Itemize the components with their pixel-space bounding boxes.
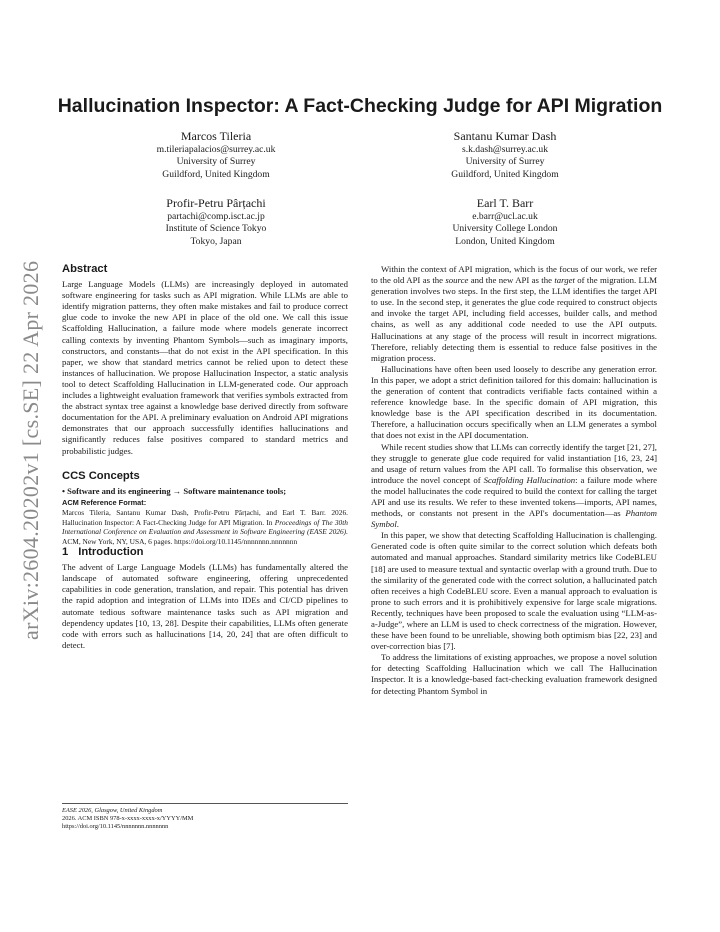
footnote-isbn: 2026. ACM ISBN 978-x-xxxx-xxxx-x/YYYY/MM [62, 815, 194, 823]
author-email: m.tileriapalacios@surrey.ac.uk [156, 144, 276, 155]
author-email: partachi@comp.isct.ac.jp [167, 211, 265, 222]
author-name: Profir-Petru Pârțachi [166, 196, 266, 210]
author-email: e.barr@ucl.ac.uk [472, 211, 538, 222]
section-heading [62, 547, 348, 558]
ccs-heading: CCS Concepts [62, 469, 140, 482]
left-column [62, 264, 348, 651]
author-location: Guildford, United Kingdom [162, 168, 270, 180]
author-name: Earl T. Barr [476, 196, 534, 210]
author-location: Tokyo, Japan [190, 235, 242, 247]
acm-reference-text [62, 508, 348, 547]
author-block [96, 129, 336, 181]
author-block [96, 196, 336, 248]
author-name: Marcos Tileria [180, 129, 252, 143]
paper-title: Hallucination Inspector: A Fact-Checking Judge for API Migration [57, 95, 663, 117]
arxiv-stamp: arXiv:2604.20202v1 [cs.SE] 22 Apr 2026 [18, 260, 43, 640]
author-affiliation: University of Surrey [465, 156, 545, 168]
acm-reference-proceedings: Proceedings of The 30th International Conference on Evaluation and Assessment in Software Engineering (EASE 2026). [62, 517, 348, 537]
section-number: 1 [62, 546, 69, 559]
acm-reference-tail: ACM, New York, NY, USA, 6 pages. https://doi.org/10.1145/nnnnnnn.nnnnnnn [62, 537, 298, 547]
author-block [385, 196, 625, 248]
body-paragraph: Within the context of API migration, which is the focus of our work, we refer to the old API as the source and the new API as the target of the migration. LLM generation involves two steps. In the first step, the LLM identifies the target API to use. In the second step, it generates the glue code required to construct objects and invoke the target API, including field accesses, builder calls, and method chains, as well as any additional code needed to use the API outputs. Hallucinations at any stage of the process will result in incorrect migrations. Therefore, reliably detecting them is essential to reduce false positives in the migration process. [371, 264, 657, 363]
author-location: London, United Kingdom [455, 235, 555, 247]
acm-reference-heading: ACM Reference Format: [62, 497, 147, 507]
acm-reference-authors: Marcos Tileria, Santanu Kumar Dash, Profir-Petru Pârțachi, and Earl T. Barr. 2026. Hallucination Inspector: A Fact-Checking Judge for API Migration. In [62, 507, 348, 527]
footnote [62, 803, 348, 832]
body-paragraph: While recent studies show that LLMs can correctly identify the target [21, 27], they struggle to generate glue code required for valid instantiation [16, 23, 24] and usage of return values from the API call. To formalise this observation, we introduce the novel concept of Scaffolding Hallucination: a failure mode where the model hallucinates the code required to build the context for calling the target API and use its results. We refer to these invented tokens—imports, API names, methods, or constants not present in the API's documentation—as Phantom Symbol. [371, 441, 658, 530]
abstract-text: Large Language Models (LLMs) are increasingly deployed in automated software engineering for tasks such as API migration. While LLMs are able to identify migration patterns, they often make mistakes and fail to produce correct glue code to invoke the new API in place of the old one. We call this issue Scaffolding Hallucination, a failure mode where models generate incorrect calling contexts by inventing Phantom Symbols—such as imaginary imports, constructors, and constants—that do not exist in the API specification. In this paper, we show that standard metrics cannot be relied upon to detect these instances of hallucination. We propose Hallucination Inspector, a static analysis tool to detect Scaffolding Hallucination in LLM-generated code. Our approach includes a lightweight evaluation framework that verifies symbols extracted from the abstract syntax tree against a knowledge base derived directly from software documentation for the API. A preliminary evaluation on Android API migrations demonstrates that our approach successfully identifies hallucinations and significantly reduces false positives compared to standard metrics and probabilistic judges. [62, 279, 348, 456]
body-paragraph: To address the limitations of existing approaches, we propose a novel solution for detecting Scaffolding Hallucination which we call The Hallucination Inspector. It is a knowledge-based fact-checking evaluation framework designed for detecting Phantom Symbol in [371, 652, 657, 696]
author-affiliation: University of Surrey [176, 156, 256, 168]
intro-paragraph: The advent of Large Language Models (LLMs) has fundamentally altered the landscape of automated software engineering, offering unprecedented capabilities in code generation, translation, and repair. This potential has driven the rapid adoption and integration of LLMs into IDEs and CI/CD pipelines to automate tedious software maintenance tasks such as API migration and dependency updates [10, 13, 28]. Despite their capabilities, LLMs often generate code with errors such as hallucinations [14, 20, 24] that are often difficult to detect. [62, 562, 348, 650]
abstract-heading: Abstract [62, 263, 108, 275]
author-affiliation: University College London [452, 223, 558, 235]
footnote-doi: https://doi.org/10.1145/nnnnnnn.nnnnnnn [62, 823, 169, 831]
author-affiliation: Institute of Science Tokyo [165, 223, 267, 235]
author-location: Guildford, United Kingdom [451, 168, 559, 180]
ccs-concept: • Software and its engineering → Software maintenance tools; [62, 485, 287, 496]
author-name: Santanu Kumar Dash [453, 129, 557, 143]
body-paragraph: Hallucinations have often been used loosely to describe any generation error. In this paper, we adopt a strict definition tailored for this domain: hallucination is the generation of content that contradicts verifiable facts contained within a reference knowledge base. In the specific domain of API migration, this knowledge base is the API specification described in its documentation. Therefore, a hallucination occurs specifically when an LLM generates a symbol that does not exist in the API documentation. [371, 363, 657, 441]
right-column [371, 264, 657, 697]
footnote-venue: EASE 2026, Glasgow, United Kingdom [62, 807, 163, 814]
section-title: Introduction [78, 546, 144, 559]
body-paragraph: In this paper, we show that detecting Scaffolding Hallucination is challenging. Generated code is often quite similar to the correct solution which defeats both automated and manual approaches. Standard similarity metrics like CodeBLEU [18] are used to measure textual and syntactic overlap with a ground truth. Due to the similarity of the generated code with the correct solution, a hallucinated patch often receives a high CodeBLEU score. Even a manual approach to evaluation is prone to such errors and it is prohibitively expensive for large scale migrations. Recently, techniques have been proposed to scale the evaluation using “LLM-as-a-Judge”, where an LLM is used to check correctness of the migration. However, these have been found to be unreliable, showing both optimism bias [22, 23] and over-correction bias [7]. [371, 530, 657, 652]
author-email: s.k.dash@surrey.ac.uk [461, 144, 548, 155]
author-block [385, 129, 625, 181]
